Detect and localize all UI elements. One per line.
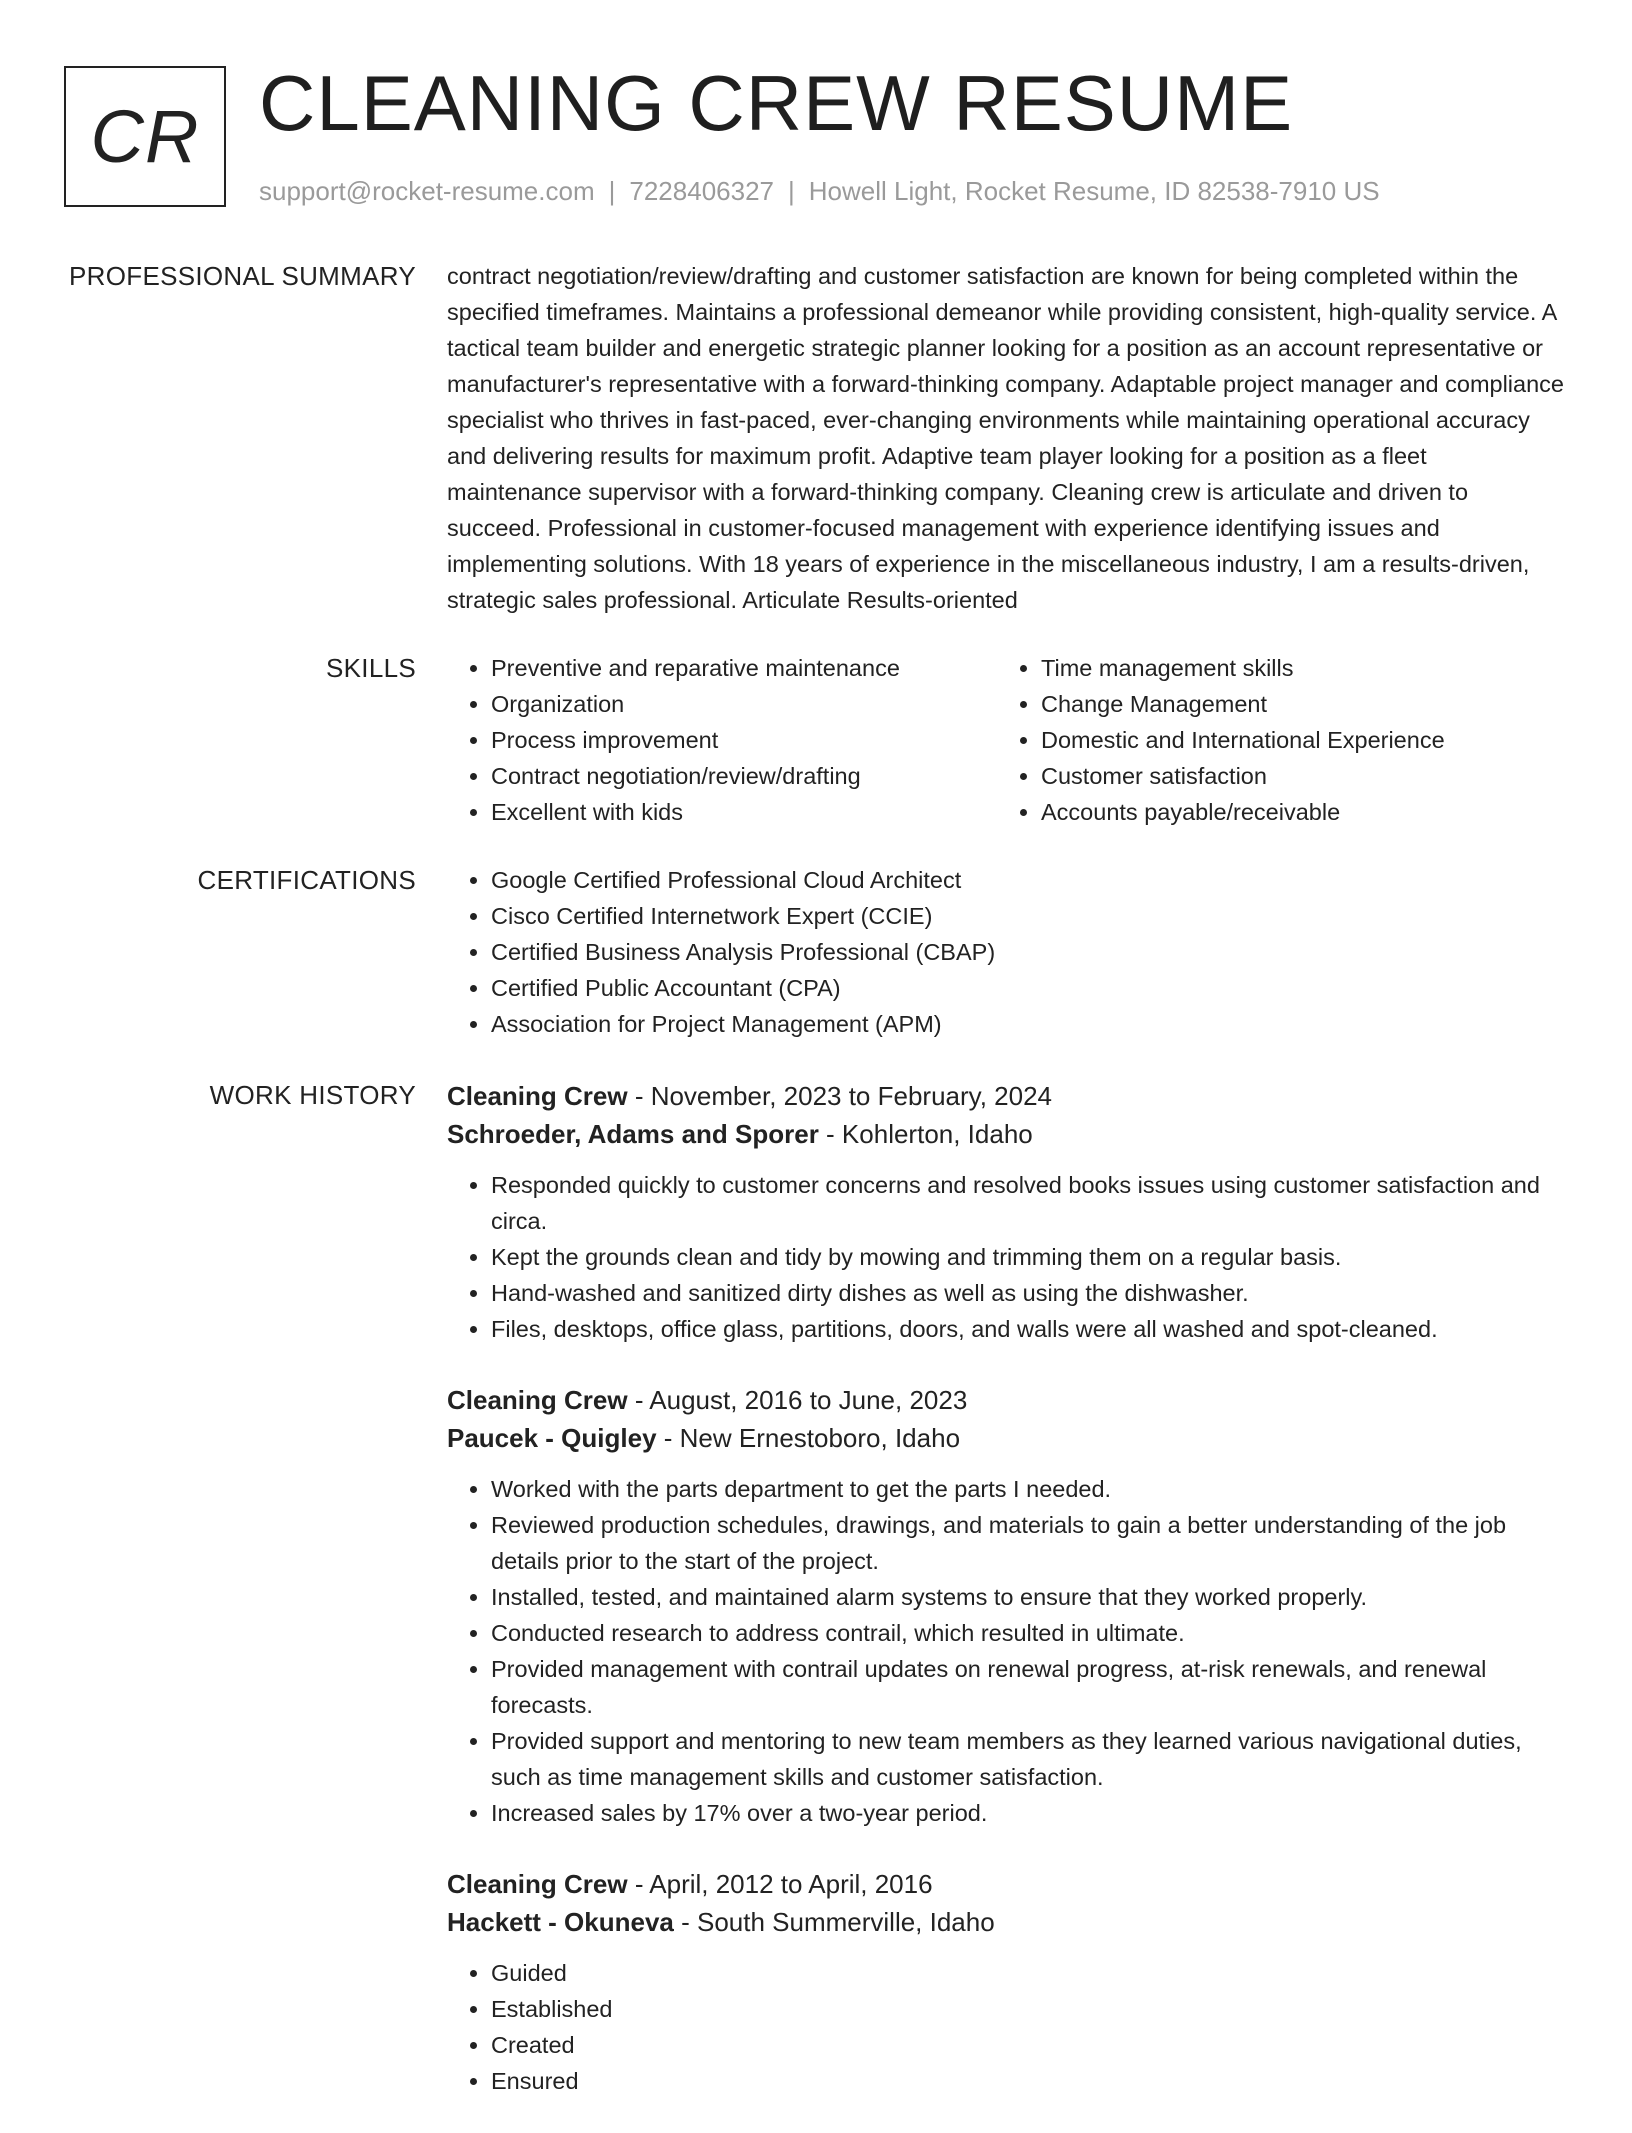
job-bullet: • Provided management with contrail updates on renewal progress, at-risk renewals, and renewal forecasts. (491, 1651, 1567, 1723)
job-dates: - August, 2016 to June, 2023 (627, 1385, 968, 1415)
skill-item: • Organization (491, 686, 997, 722)
section-label-certifications: CERTIFICATIONS (197, 865, 416, 895)
job-bullet: • Established (491, 1991, 1567, 2027)
skill-item: • Time management skills (1041, 650, 1547, 686)
job-bullet: • Increased sales by 17% over a two-year period. (491, 1795, 1567, 1831)
job-company-line (447, 1115, 1567, 1153)
job-title: Cleaning Crew (447, 1869, 628, 1899)
job-company-line (447, 1903, 1567, 1941)
job-company: Hackett - Okuneva (447, 1907, 674, 1937)
skill-item: • Contract negotiation/review/drafting (491, 758, 997, 794)
contact-address: Howell Light, Rocket Resume, ID 82538-7910 US (808, 176, 1380, 206)
job-bullet: • Created (491, 2027, 1567, 2063)
skill-item: • Preventive and reparative maintenance (491, 650, 997, 686)
job-entry (447, 1077, 1567, 1347)
monogram-logo: CR (64, 66, 226, 207)
job-title-line (447, 1077, 1567, 1115)
job-location: - New Ernestoboro, Idaho (656, 1423, 961, 1453)
skill-item: • Domestic and International Experience (1041, 722, 1547, 758)
job-dates: - April, 2012 to April, 2016 (627, 1869, 933, 1899)
section-label-skills: SKILLS (326, 653, 416, 683)
job-bullet: • Guided (491, 1955, 1567, 1991)
section-label-summary: PROFESSIONAL SUMMARY (69, 261, 416, 291)
job-bullet: • Files, desktops, office glass, partitions, doors, and walls were all washed and spot-cleaned. (491, 1311, 1567, 1347)
job-bullet: • Responded quickly to customer concerns and resolved books issues using customer satisfaction and circa. (491, 1167, 1567, 1239)
skill-item: • Process improvement (491, 722, 997, 758)
job-dates: - November, 2023 to February, 2024 (627, 1081, 1053, 1111)
certification-item: • Google Certified Professional Cloud Architect (491, 862, 1567, 898)
skills-column-left (447, 650, 997, 830)
contact-separator: | (608, 176, 616, 206)
job-bullet: • Worked with the parts department to get the parts I needed. (491, 1471, 1567, 1507)
job-company-line (447, 1419, 1567, 1457)
job-bullet: • Reviewed production schedules, drawings, and materials to gain a better understanding of the job details prior to the start of the project. (491, 1507, 1567, 1579)
certification-item: • Certified Public Accountant (CPA) (491, 970, 1567, 1006)
skill-item: • Customer satisfaction (1041, 758, 1547, 794)
job-location: - South Summerville, Idaho (673, 1907, 995, 1937)
certification-item: • Cisco Certified Internetwork Expert (CCIE) (491, 898, 1567, 934)
contact-email[interactable]: support@rocket-resume.com (259, 176, 595, 206)
job-bullet: • Installed, tested, and maintained alarm systems to ensure that they worked properly. (491, 1579, 1567, 1615)
job-bullet: • Hand-washed and sanitized dirty dishes as well as using the dishwasher. (491, 1275, 1567, 1311)
skill-item: • Change Management (1041, 686, 1547, 722)
job-company: Schroeder, Adams and Sporer (447, 1119, 819, 1149)
job-bullet: • Ensured (491, 2063, 1567, 2099)
job-entry (447, 1381, 1567, 1831)
job-title: Cleaning Crew (447, 1385, 628, 1415)
job-title-line (447, 1381, 1567, 1419)
section-label-work-history: WORK HISTORY (209, 1080, 416, 1110)
summary-text: contract negotiation/review/drafting and customer satisfaction are known for being completed within the specified timeframes. Maintains a professional demeanor while providing consistent, high-quality service. A tactical team builder and energetic strategic planner looking for a position as an account representative or manufacturer's representative with a forward-thinking company. Adaptable project manager and compliance specialist who thrives in fast-paced, ever-changing environments while maintaining operational accuracy and delivering results for maximum profit. Adaptive team player looking for a position as a fleet maintenance supervisor with a forward-thinking company. Cleaning crew is articulate and driven to succeed. Professional in customer-focused management with experience identifying issues and implementing solutions. With 18 years of experience in the miscellaneous industry, I am a results-driven, strategic sales professional. Articulate Results-oriented (447, 263, 1564, 613)
resume-title: CLEANING CREW RESUME (259, 59, 1294, 147)
job-title: Cleaning Crew (447, 1081, 628, 1111)
contact-phone[interactable]: 7228406327 (629, 176, 774, 206)
job-company: Paucek - Quigley (447, 1423, 657, 1453)
job-bullet: • Kept the grounds clean and tidy by mowing and trimming them on a regular basis. (491, 1239, 1567, 1275)
job-location: - Kohlerton, Idaho (818, 1119, 1033, 1149)
skills-column-right (997, 650, 1547, 830)
skill-item: • Accounts payable/receivable (1041, 794, 1547, 830)
job-entry (447, 1865, 1567, 2099)
job-title-line (447, 1865, 1567, 1903)
contact-line (259, 174, 1380, 208)
certification-item: • Association for Project Management (APM) (491, 1006, 1567, 1042)
contact-separator: | (788, 176, 795, 206)
job-bullet: • Conducted research to address contrail, which resulted in ultimate. (491, 1615, 1567, 1651)
skill-item: • Excellent with kids (491, 794, 997, 830)
job-bullet: • Provided support and mentoring to new team members as they learned various navigational duties, such as time management skills and customer satisfaction. (491, 1723, 1567, 1795)
certification-item: • Certified Business Analysis Professional (CBAP) (491, 934, 1567, 970)
